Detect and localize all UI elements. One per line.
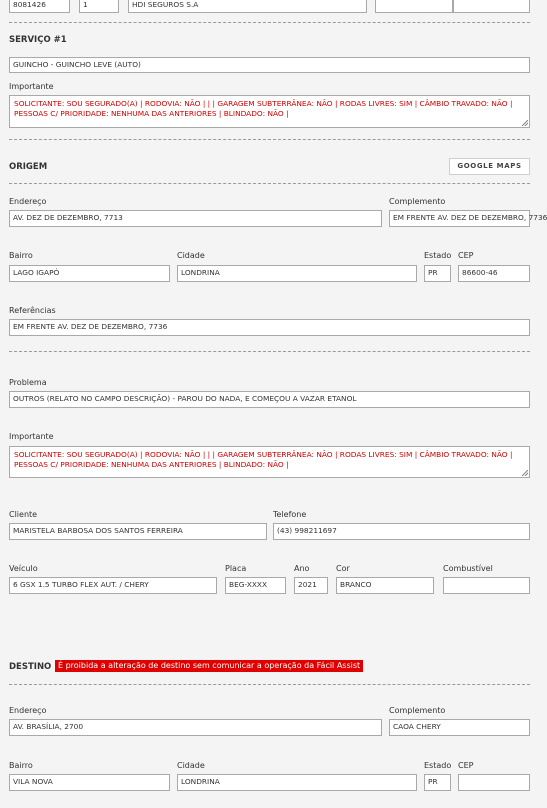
origin-cep-label: CEP [458, 251, 474, 260]
destination-city-label: Cidade [177, 761, 205, 770]
service-number-field[interactable]: 1 [79, 0, 119, 13]
origin-references-field[interactable]: EM FRENTE AV. DEZ DE DEZEMBRO, 7736 [9, 319, 530, 336]
destination-state-label: Estado [424, 761, 452, 770]
service-type-field[interactable]: GUINCHO - GUINCHO LEVE (AUTO) [9, 57, 530, 73]
vehicle-label: Veículo [9, 564, 38, 573]
vehicle-field[interactable]: 6 GSX 1.5 TURBO FLEX AUT. / CHERY [9, 577, 217, 594]
origin-address-label: Endereço [9, 197, 47, 206]
problem-important-label: Importante [9, 432, 54, 441]
destination-neighborhood-label: Bairro [9, 761, 33, 770]
origin-neighborhood-label: Bairro [9, 251, 33, 260]
origin-city-label: Cidade [177, 251, 205, 260]
origin-references-label: Referências [9, 306, 56, 315]
fuel-field[interactable] [443, 577, 530, 594]
origin-address-field[interactable]: AV. DEZ DE DEZEMBRO, 7713 [9, 210, 382, 227]
google-maps-button[interactable]: GOOGLE MAPS [449, 158, 530, 175]
year-label: Ano [294, 564, 310, 573]
service-section-title: SERVIÇO #1 [9, 35, 67, 45]
color-field[interactable]: BRANCO [336, 577, 434, 594]
problem-field[interactable]: OUTROS (RELATO NO CAMPO DESCRIÇÃO) - PAROU DO NADA, E COMEÇOU A VAZAR ETANOL [9, 391, 530, 408]
color-label: Cor [336, 564, 350, 573]
destination-neighborhood-field[interactable]: VILA NOVA [9, 774, 170, 791]
divider [9, 183, 530, 184]
insurer-field[interactable]: HDI SEGUROS S.A [128, 0, 367, 13]
destination-cep-field[interactable] [458, 774, 530, 791]
origin-complement-label: Complemento [389, 197, 446, 206]
problem-important-textarea[interactable] [9, 446, 530, 478]
origin-cep-field[interactable]: 86600-46 [458, 265, 530, 282]
destination-state-field[interactable]: PR [424, 774, 451, 791]
origin-section-title: ORIGEM [9, 162, 48, 172]
destination-address-field[interactable]: AV. BRASÍLIA, 2700 [9, 719, 382, 736]
destination-warning-badge: É proibida a alteração de destino sem comunicar a operação da Fácil Assist [55, 660, 363, 672]
destination-section-title: DESTINO [9, 662, 52, 672]
destination-complement-label: Complemento [389, 706, 446, 715]
origin-complement-field[interactable]: EM FRENTE AV. DEZ DE DEZEMBRO, 7736 [389, 210, 530, 227]
resize-grip-icon[interactable] [522, 120, 528, 126]
problem-important-text: SOLICITANTE: SOU SEGURADO(A) | RODOVIA: NÃO | | | GARAGEM SUBTERRÂNEA: NÃO | RODAS LIVRES: SIM | CÂMBIO TRAVADO: NÃO | PESSOAS C/ PRIORIDADE: NENHUMA DAS ANTERIORES | BLINDADO: NÃO | [14, 450, 513, 469]
header-extra-field-2[interactable] [453, 0, 530, 13]
origin-state-label: Estado [424, 251, 452, 260]
phone-label: Telefone [273, 510, 307, 519]
destination-city-field[interactable]: LONDRINA [177, 774, 417, 791]
destination-cep-label: CEP [458, 761, 474, 770]
divider [9, 22, 530, 23]
client-label: Cliente [9, 510, 38, 519]
fuel-label: Combustível [443, 564, 493, 573]
plate-label: Placa [225, 564, 247, 573]
destination-complement-field[interactable]: CAOA CHERY [389, 719, 530, 736]
service-important-text: SOLICITANTE: SOU SEGURADO(A) | RODOVIA: NÃO | | | GARAGEM SUBTERRÂNEA: NÃO | RODAS LIVRES: SIM | CÂMBIO TRAVADO: NÃO | PESSOAS C/ PRIORIDADE: NENHUMA DAS ANTERIORES | BLINDADO: NÃO | [14, 99, 513, 118]
header-extra-field-1[interactable] [375, 0, 453, 13]
problem-label: Problema [9, 378, 47, 387]
origin-city-field[interactable]: LONDRINA [177, 265, 417, 282]
phone-field[interactable]: (43) 998211697 [273, 523, 530, 540]
divider [9, 684, 530, 685]
destination-address-label: Endereço [9, 706, 47, 715]
plate-field[interactable]: BEG-XXXX [225, 577, 286, 594]
client-field[interactable]: MARISTELA BARBOSA DOS SANTOS FERREIRA [9, 523, 267, 540]
resize-grip-icon[interactable] [522, 470, 528, 476]
service-important-label: Importante [9, 82, 54, 91]
origin-neighborhood-field[interactable]: LAGO IGAPÓ [9, 265, 170, 282]
origin-state-field[interactable]: PR [424, 265, 451, 282]
year-field[interactable]: 2021 [294, 577, 328, 594]
protocol-code-field[interactable]: 8081426 [9, 0, 70, 13]
service-important-textarea[interactable] [9, 95, 530, 128]
divider [9, 139, 530, 140]
divider [9, 351, 530, 352]
